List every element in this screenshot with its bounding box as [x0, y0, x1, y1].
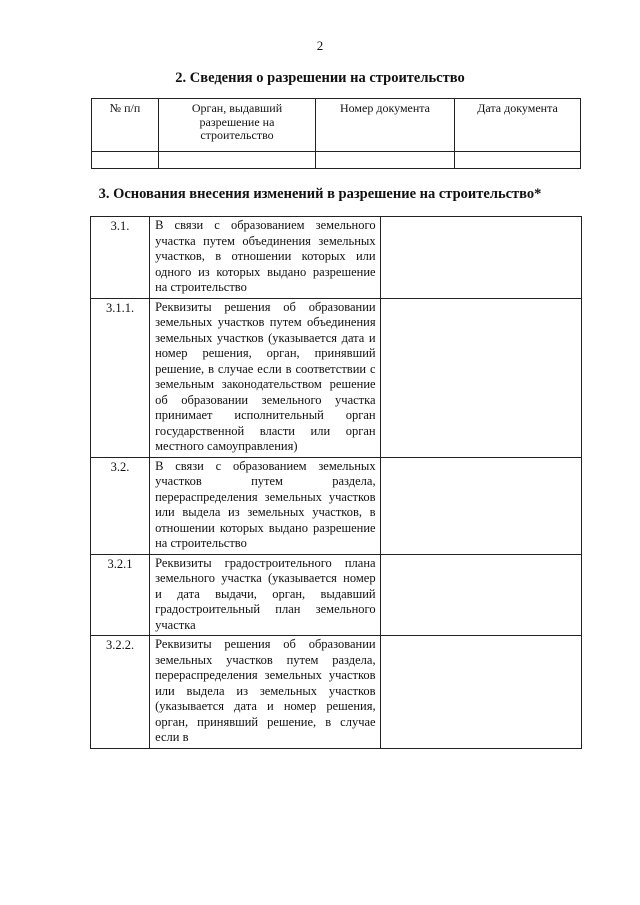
column-header: № п/п [92, 99, 159, 152]
table-row [91, 554, 582, 636]
empty-cell[interactable] [92, 152, 159, 169]
row-number: 3.2.2. [91, 636, 150, 749]
table-row [91, 457, 582, 554]
value-cell[interactable] [380, 554, 581, 636]
table-row [91, 217, 582, 299]
permit-info-table [91, 98, 581, 169]
value-cell[interactable] [380, 217, 581, 299]
section-2-title: 2. Сведения о разрешении на строительство [175, 70, 465, 86]
empty-cell[interactable] [159, 152, 316, 169]
section-3-title: 3. Основания внесения изменений в разрешение на строительство* [98, 186, 542, 202]
column-header: Дата документа [455, 99, 581, 152]
row-number: 3.1. [91, 217, 150, 299]
row-description: В связи с образованием земельных участков путем раздела, перераспределения земельных участков или выдела из земельных участков, в отношении которых выдано разрешение на строительство [150, 457, 380, 554]
row-number: 3.1.1. [91, 298, 150, 457]
row-description: Реквизиты решения об образовании земельных участков путем объединения земельных участков (указывается дата и номер решения, орган, принявший решение, в случае если в соответствии с земельным законодательством решение об образовании земельного участка принимает исполнительный орган государственной власти или орган местного самоуправления) [150, 298, 380, 457]
change-basis-table [90, 216, 582, 749]
value-cell[interactable] [380, 298, 581, 457]
column-header: Орган, выдавший разрешение на строительство [159, 99, 316, 152]
row-number: 3.2. [91, 457, 150, 554]
value-cell[interactable] [380, 457, 581, 554]
row-description: Реквизиты градостроительного плана земельного участка (указывается номер и дата выдачи, орган, выдавший градостроительный план земельного участка [150, 554, 380, 636]
row-number: 3.2.1 [91, 554, 150, 636]
value-cell[interactable] [380, 636, 581, 749]
column-header: Номер документа [316, 99, 455, 152]
table-row [92, 152, 581, 169]
row-description: В связи с образованием земельного участка путем объединения земельных участков, в отношении которых или одного из которых выдано разрешение на строительство [150, 217, 380, 299]
empty-cell[interactable] [316, 152, 455, 169]
table-header-row [92, 99, 581, 152]
table-row [91, 636, 582, 749]
row-description: Реквизиты решения об образовании земельных участков путем раздела, перераспределения земельных участков или выдела из земельных участков (указывается дата и номер решения, орган, принявший решение, в случае если в [150, 636, 380, 749]
page-number: 2 [316, 38, 324, 53]
table-row [91, 298, 582, 457]
empty-cell[interactable] [455, 152, 581, 169]
